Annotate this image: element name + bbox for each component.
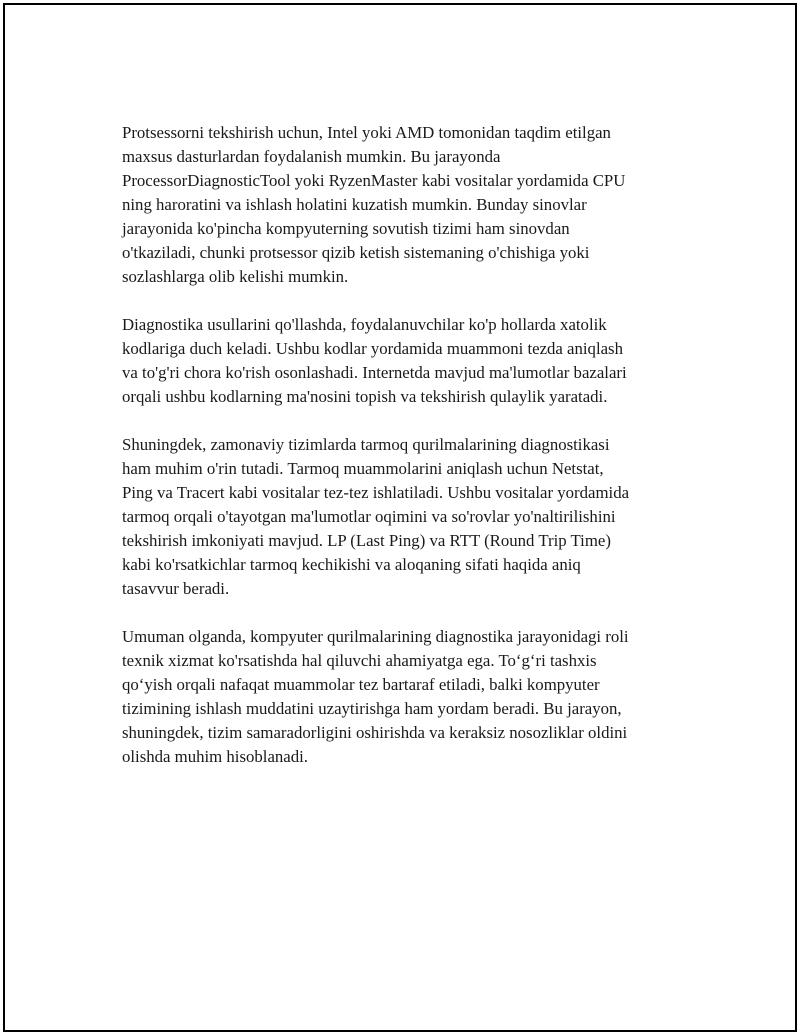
text-line: Shuningdek, zamonaviy tizimlarda tarmoq qurilmalarining diagnostikasi [122,435,610,454]
text-line: maxsus dasturlardan foydalanish mumkin. Bu jarayonda [122,147,501,166]
text-line: Diagnostika usullarini qo'llashda, foydalanuvchilar ko'p hollarda xatolik [122,315,607,334]
text-line: ham muhim o'rin tutadi. Tarmoq muammolarini aniqlash uchun Netstat, [122,459,604,478]
text-line: kabi ko'rsatkichlar tarmoq kechikishi va aloqaning sifati haqida aniq [122,555,581,574]
text-line: tekshirish imkoniyati mavjud. LP (Last Ping) va RTT (Round Trip Time) [122,531,611,550]
text-line: shuningdek, tizim samaradorligini oshirishda va keraksiz nosozliklar oldini [122,723,628,742]
text-line: Umuman olganda, kompyuter qurilmalarining diagnostika jarayonidagi roli [122,627,629,646]
document-body [122,121,692,793]
text-line: tasavvur beradi. [122,579,230,598]
text-line: va to'g'ri chora ko'rish osonlashadi. Internetda mavjud ma'lumotlar bazalari [122,363,627,382]
text-line: jarayonida ko'pincha kompyuterning sovutish tizimi ham sinovdan [122,219,570,238]
text-line: Ping va Tracert kabi vositalar tez-tez ishlatiladi. Ushbu vositalar yordamida [122,483,630,502]
text-line: tizimining ishlash muddatini uzaytirishga ham yordam beradi. Bu jarayon, [122,699,622,718]
text-line: olishda muhim hisoblanadi. [122,747,308,766]
text-line: orqali ushbu kodlarning ma'nosini topish va tekshirish qulaylik yaratadi. [122,387,608,406]
text-line: o'tkaziladi, chunki protsessor qizib ketish sistemaning o'chishiga yoki [122,243,590,262]
text-line: ning haroratini va ishlash holatini kuzatish mumkin. Bunday sinovlar [122,195,587,214]
text-line: kodlariga duch keladi. Ushbu kodlar yordamida muammoni tezda aniqlash [122,339,623,358]
paragraph-2 [122,313,692,409]
text-line: texnik xizmat ko'rsatishda hal qiluvchi ahamiyatga ega. To‘g‘ri tashxis [122,651,597,670]
text-line: ProcessorDiagnosticTool yoki RyzenMaster kabi vositalar yordamida CPU [122,171,626,190]
text-line: sozlashlarga olib kelishi mumkin. [122,267,349,286]
text-line: qo‘yish orqali nafaqat muammolar tez bartaraf etiladi, balki kompyuter [122,675,600,694]
paragraph-3 [122,433,692,601]
paragraph-1 [122,121,692,289]
paragraph-4 [122,625,692,769]
text-line: Protsessorni tekshirish uchun, Intel yoki AMD tomonidan taqdim etilgan [122,123,611,142]
text-line: tarmoq orqali o'tayotgan ma'lumotlar oqimini va so'rovlar yo'naltirilishini [122,507,616,526]
page-frame [3,3,797,1032]
